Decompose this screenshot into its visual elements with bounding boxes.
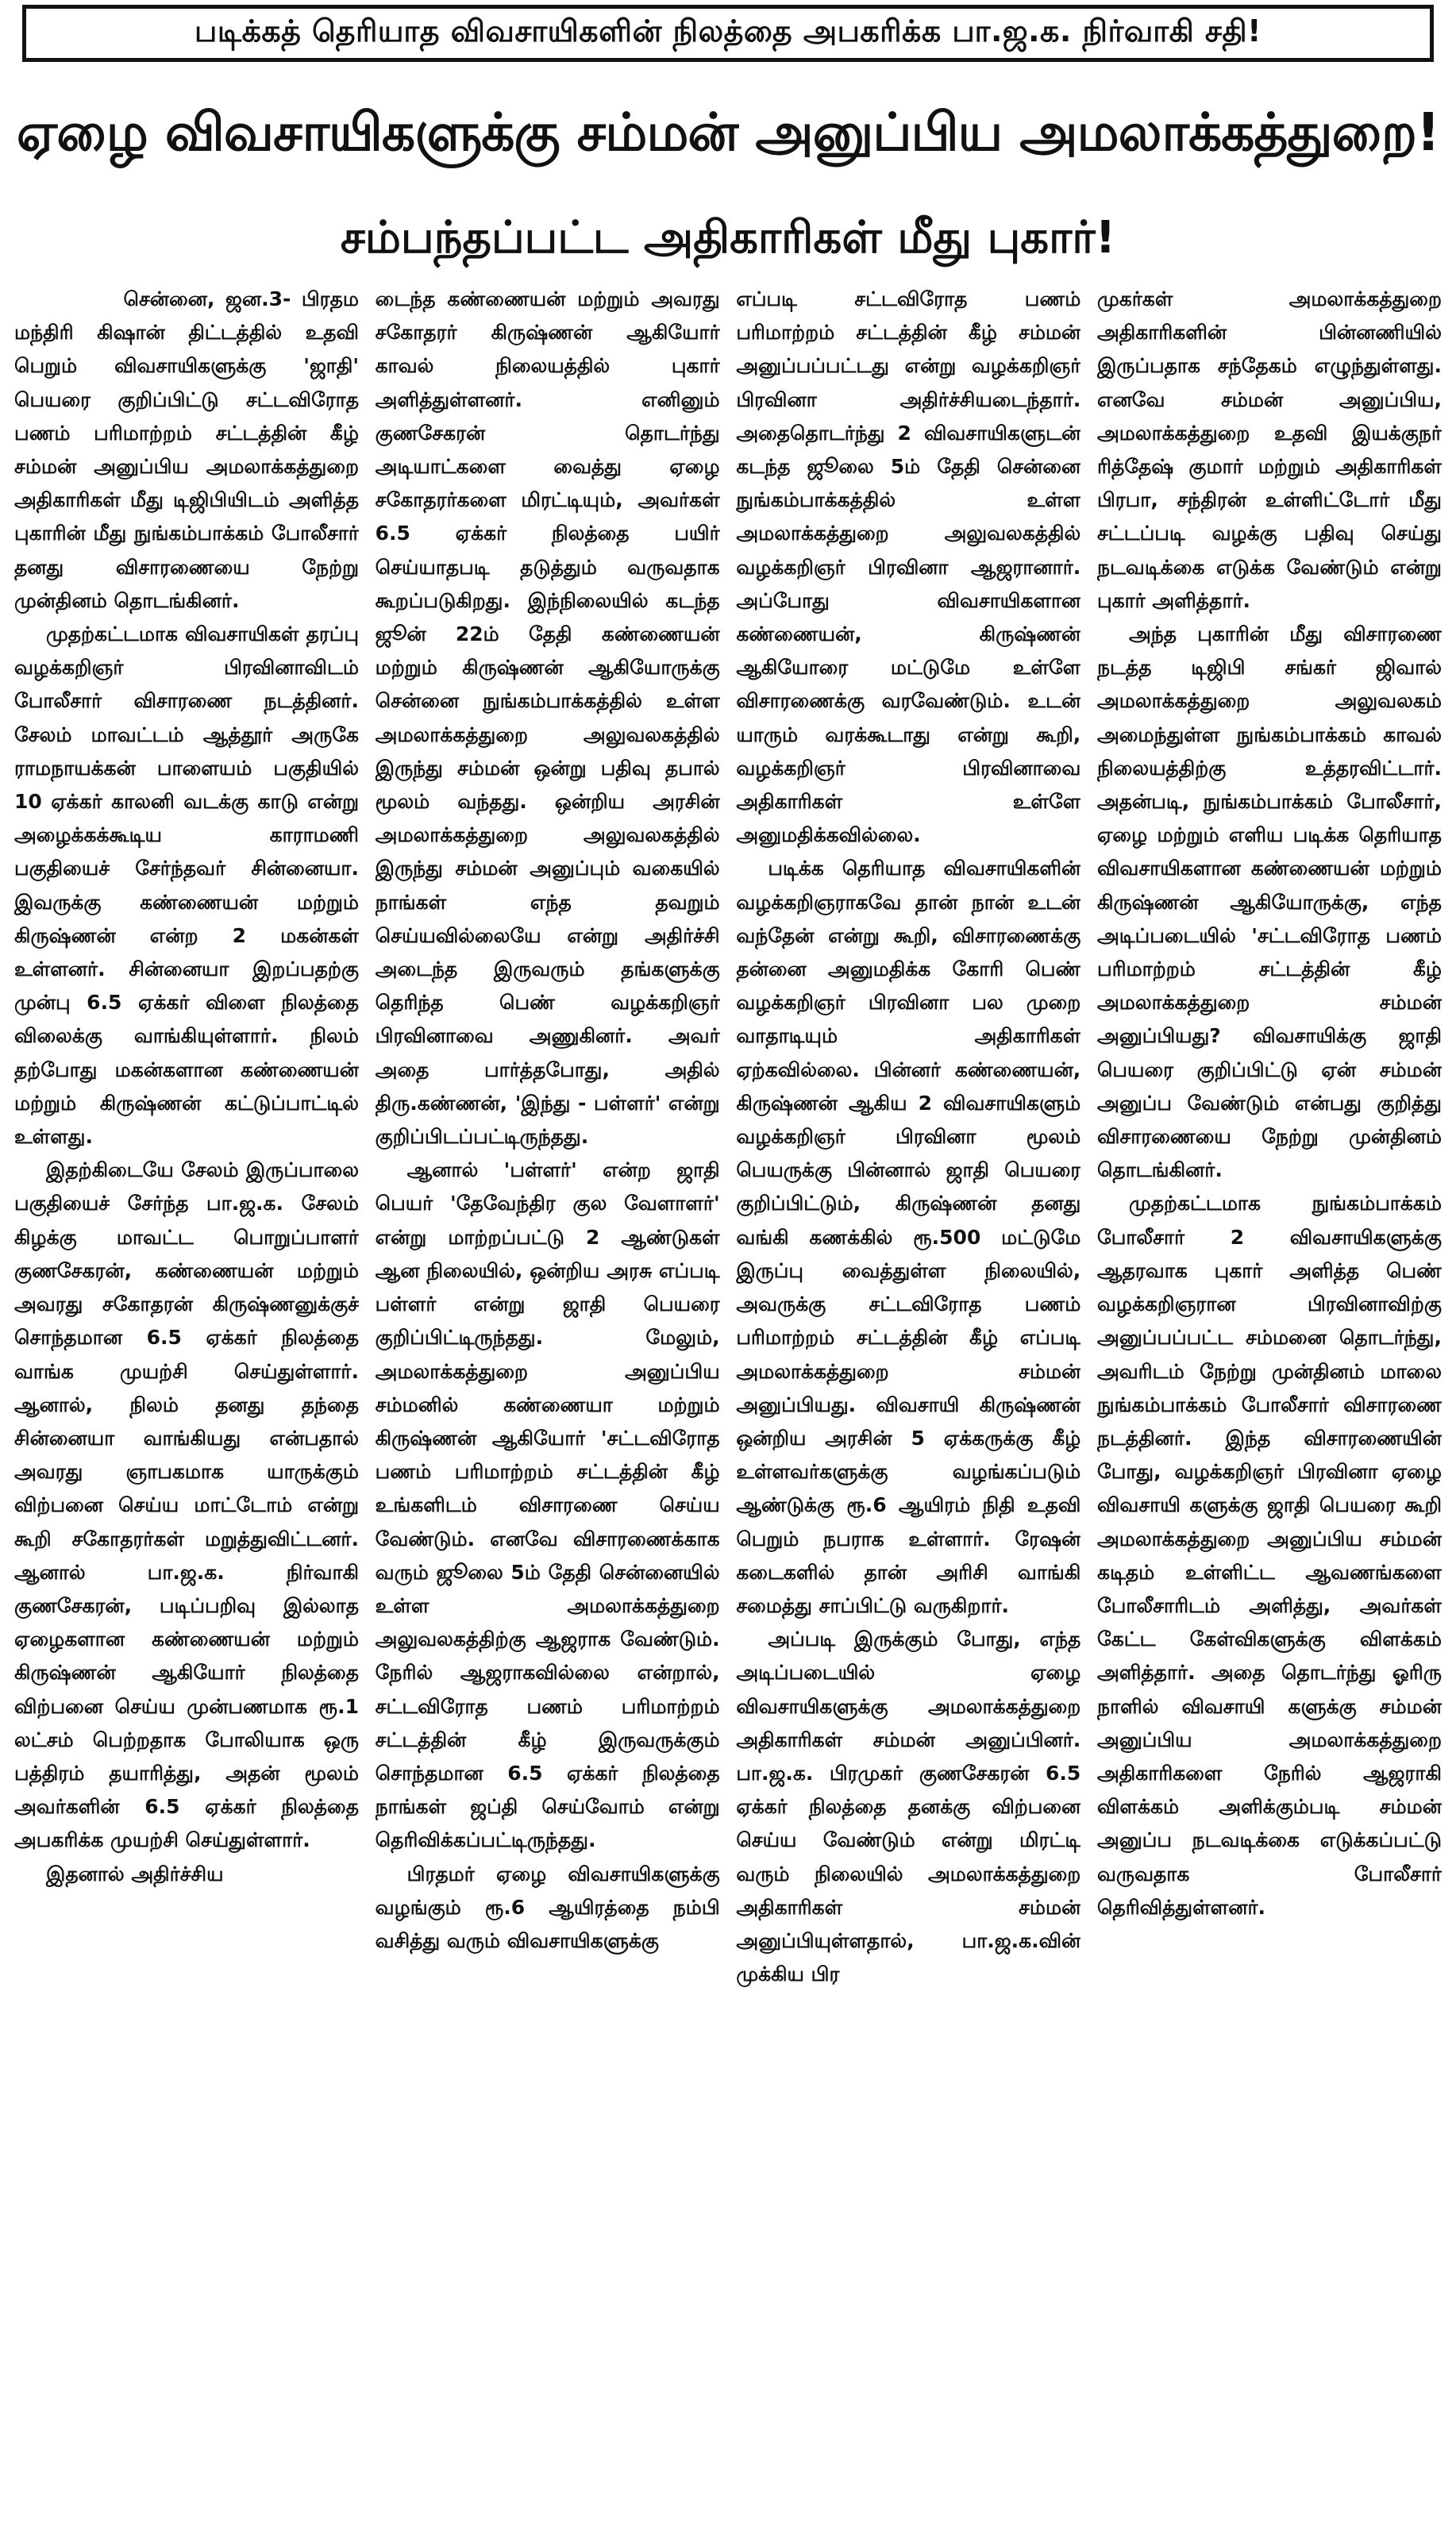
paragraph: முதற்கட்டமாக விவசாயிகள் தரப்பு வழக்கறிஞர் பிரவினாவிடம் போலீசார் விசாரணை நடத்தினர். சேலம் மாவட்டம் ஆத்தூர் அருகே ராமநாயக்கன் பாளையம் பகுதியில் 10 ஏக்கர் காலனி வடக்கு காடு என்று அழைக்கக்கூடிய காராமணி பகுதியைச் சேர்ந்தவர் சின்னையா. இவருக்கு கண்ணையன் மற்றும் கிருஷ்ணன் என்ற 2 மகன்கள் உள்ளனர். சின்னையா இறப்பதற்கு முன்பு 6.5 ஏக்கர் விளை நிலத்தை விலைக்கு வாங்கியுள்ளார். நிலம் தற்போது மகன்களான கண்ணையன் மற்றும் கிருஷ்ணன் கட்டுப்பாட்டில் உள்ளது.	[14, 622, 359, 1149]
paragraph: இதனால் அதிர்ச்சிய	[46, 1862, 224, 1886]
article-body	[14, 283, 1442, 2515]
paragraph: அந்த புகாரின் மீது விசாரணை நடத்த டிஜிபி சங்கர் ஜிவால் அமலாக்கத்துறை அலுவலகம் அமைந்துள்ள நுங்கம்பாக்கம் காவல் நிலையத்திற்கு உத்தரவிட்டார். அதன்படி, நுங்கம்பாக்கம் போலீசார், ஏழை மற்றும் எளிய படிக்க தெரியாத விவசாயிகளான கண்ணையன் மற்றும் கிருஷ்ணன் ஆகியோருக்கு, எந்த அடிப்படையில் 'சட்டவிரோத பணம் பரிமாற்றம் சட்டத்தின் கீழ் அமலாக்கத்துறை சம்மன் அனுப்பியது? விவசாயிக்கு ஜாதி பெயரை குறிப்பிட்டு ஏன் சம்மன் அனுப்ப வேண்டும் என்பது குறித்து விசாரணையை நேற்று முன்தினம் தொடங்கினர்.	[1096, 622, 1442, 1182]
paragraph: சென்னை, ஜன.3- பிரதம மந்திரி கிஷான் திட்டத்தில் உதவி பெறும் விவசாயிகளுக்கு 'ஜாதி' பெயரை குறிப்பிட்டு சட்டவிரோத பணம் பரிமாற்றம் சட்டத்தின் கீழ் சம்மன் அனுப்பிய அமலாக்கத்துறை அதிகாரிகள் மீது டிஜிபியிடம் அளித்த புகாரின் மீது நுங்கம்பாக்கம் போலீசார் தனது விசாரணையை நேற்று முன்தினம் தொடங்கினர்.	[14, 287, 359, 612]
paragraph: படிக்க தெரியாத விவசாயிகளின் வழக்கறிஞராகவே தான் நான் உடன் வந்தேன் என்று கூறி, விசாரணைக்கு தன்னை அனுமதிக்க கோரி பெண் வழக்கறிஞர் பிரவினா பல முறை வாதாடியும் அதிகாரிகள் ஏற்கவில்லை. பின்னர் கண்ணையன், கிருஷ்ணன் ஆகிய 2 விவசாயிகளும் வழக்கறிஞர் பிரவினா மூலம் பெயருக்கு பின்னால் ஜாதி பெயரை குறிப்பிட்டும், கிருஷ்ணன் தனது வங்கி கணக்கில் ரூ.500 மட்டுமே இருப்பு வைத்துள்ள நிலையில், அவருக்கு சட்டவிரோத பணம் பரிமாற்றம் சட்டத்தின் கீழ் எப்படி அமலாக்கத்துறை சம்மன் அனுப்பியது. விவசாயி கிருஷ்ணன் ஒன்றிய அரசின் 5 ஏக்கருக்கு கீழ் உள்ளவர்களுக்கு வழங்கப்படும் ஆண்டுக்கு ரூ.6 ஆயிரம் நிதி உதவி பெறும் நபராக உள்ளார். ரேஷன் கடைகளில் தான் அரிசி வாங்கி சமைத்து சாப்பிட்டு வருகிறார்.	[736, 857, 1081, 1617]
paragraph: இதற்கிடையே சேலம் இருப்பாலை பகுதியைச் சேர்ந்த பா.ஜ.க. சேலம் கிழக்கு மாவட்ட பொறுப்பாளர் குணசேகரன், கண்ணையன் மற்றும் அவரது சகோதரன் கிருஷ்ணனுக்குச் சொந்தமான 6.5 ஏக்கர் நிலத்தை வாங்க முயற்சி செய்துள்ளார். ஆனால், நிலம் தனது தந்தை சின்னையா வாங்கியது என்பதால் அவரது ஞாபகமாக யாருக்கும் விற்பனை செய்ய மாட்டோம் என்று கூறி சகோதரர்கள் மறுத்துவிட்டனர். ஆனால் பா.ஜ.க. நிர்வாகி குணசேகரன், படிப்பறிவு இல்லாத ஏழைகளான கண்ணையன் மற்றும் கிருஷ்ணன் ஆகியோர் நிலத்தை விற்பனை செய்ய முன்பணமாக ரூ.1 லட்சம் பெற்றதாக போலியாக ஒரு பத்திரம் தயாரித்து, அதன் மூலம் அவர்களின் 6.5 ஏக்கர் நிலத்தை அபகரிக்க முயற்சி செய்துள்ளார்.	[14, 1158, 359, 1852]
paragraph: ஆனால் 'பள்ளர்' என்ற ஜாதி பெயர் 'தேவேந்திர குல வேளாளர்' என்று மாற்றப்பட்டு 2 ஆண்டுகள் ஆன நிலையில், ஒன்றிய அரசு எப்படி பள்ளர் என்று ஜாதி பெயரை குறிப்பிட்டிருந்தது. மேலும், அமலாக்கத்துறை அனுப்பிய சம்மனில் கண்ணையா மற்றும் கிருஷ்ணன் ஆகியோர் 'சட்டவிரோத பணம் பரிமாற்றம் சட்டத்தின் கீழ் உங்களிடம் விசாரணை செய்ய வேண்டும். எனவே விசாரணைக்காக வரும் ஜூலை 5ம் தேதி சென்னையில் உள்ள அமலாக்கத்துறை அலுவலகத்திற்கு ஆஜராக வேண்டும். நேரில் ஆஜராகவில்லை என்றால், சட்டவிரோத பணம் பரிமாற்றம் சட்டத்தின் கீழ் இருவருக்கும் சொந்தமான 6.5 ஏக்கர் நிலத்தை நாங்கள் ஜப்தி செய்வோம் என்று தெரிவிக்கப்பட்டிருந்தது.	[375, 1158, 720, 1852]
paragraph: எப்படி சட்டவிரோத பணம் பரிமாற்றம் சட்டத்தின் கீழ் சம்மன் அனுப்பப்பட்டது என்று வழக்கறிஞர் பிரவினா அதிர்ச்சியடைந்தார். அதைதொடர்ந்து 2 விவசாயிகளுடன் கடந்த ஜூலை 5ம் தேதி சென்னை நுங்கம்பாக்கத்தில் உள்ள அமலாக்கத்துறை அலுவலகத்தில் வழக்கறிஞர் பிரவினா ஆஜரானார். அப்போது விவசாயிகளான கண்ணையன், கிருஷ்ணன் ஆகியோரை மட்டுமே உள்ளே விசாரணைக்கு வரவேண்டும். உடன் யாரும் வரக்கூடாது என்று கூறி, வழக்கறிஞர் பிரவினாவை அதிகாரிகள் உள்ளே அனுமதிக்கவில்லை.	[736, 287, 1081, 847]
article-column-3	[736, 283, 1080, 2515]
paragraph: பிரதமர் ஏழை விவசாயிகளுக்கு வழங்கும் ரூ.6 ஆயிரத்தை நம்பி வசித்து வரும் விவசாயிகளுக்கு	[375, 1862, 720, 1952]
sub-headline: சம்பந்தப்பட்ட அதிகாரிகள் மீது புகார்!	[340, 212, 1116, 264]
article-column-1	[14, 283, 359, 2515]
paragraph: அப்படி இருக்கும் போது, எந்த அடிப்படையில் ஏழை விவசாயிகளுக்கு அமலாக்கத்துறை அதிகாரிகள் சம்மன் அனுப்பினர். பா.ஜ.க. பிரமுகர் குணசேகரன் 6.5 ஏக்கர் நிலத்தை தனக்கு விற்பனை செய்ய வேண்டும் என்று மிரட்டி வரும் நிலையில் அமலாக்கத்துறை அதிகாரிகள் சம்மன் அனுப்பியுள்ளதால், பா.ஜ.க.வின் முக்கிய பிர	[736, 1627, 1081, 1986]
article-column-4	[1097, 283, 1442, 2515]
paragraph: முகர்கள் அமலாக்கத்துறை அதிகாரிகளின் பின்னணியில் இருப்பதாக சந்தேகம் எழுந்துள்ளது. எனவே சம்மன் அனுப்பிய, அமலாக்கத்துறை உதவி இயக்குநர் ரித்தேஷ் குமார் மற்றும் அதிகாரிகள் பிரபா, சந்திரன் உள்ளிட்டோர் மீது சட்டப்படி வழக்கு பதிவு செய்து நடவடிக்கை எடுக்க வேண்டும் என்று புகார் அளித்தார்.	[1096, 287, 1442, 612]
kicker-headline: படிக்கத் தெரியாத விவசாயிகளின் நிலத்தை அபகரிக்க பா.ஜ.க. நிர்வாகி சதி!	[22, 5, 1434, 62]
paragraph: முதற்கட்டமாக நுங்கம்பாக்கம் போலீசார் 2 விவசாயிகளுக்கு ஆதரவாக புகார் அளித்த பெண் வழக்கறிஞரான பிரவினாவிற்கு அனுப்பப்பட்ட சம்மனை தொடர்ந்து, அவரிடம் நேற்று முன்தினம் மாலை நுங்கம்பாக்கம் போலீசார் விசாரணை நடத்தினர். இந்த விசாரணையின் போது, வழக்கறிஞர் பிரவினா ஏழை விவசாயி களுக்கு ஜாதி பெயரை கூறி அமலாக்கத்துறை அனுப்பிய சம்மன் கடிதம் உள்ளிட்ட ஆவணங்களை போலீசாரிடம் அளித்து, அவர்கள் கேட்ட கேள்விகளுக்கு விளக்கம் அளித்தார். அதை தொடர்ந்து ஓரிரு நாளில் விவசாயி களுக்கு சம்மன் அனுப்பிய அமலாக்கத்துறை அதிகாரிகளை நேரில் ஆஜராகி விளக்கம் அளிக்கும்படி சம்மன் அனுப்ப நடவடிக்கை எடுக்கப்பட்டு வருவதாக போலீசார் தெரிவித்துள்ளனர்.	[1096, 1192, 1442, 1919]
paragraph: டைந்த கண்ணையன் மற்றும் அவரது சகோதரர் கிருஷ்ணன் ஆகியோர் காவல் நிலையத்தில் புகார் அளித்துள்ளனர். எனினும் குணசேகரன் தொடர்ந்து அடியாட்களை வைத்து ஏழை சகோதரர்களை மிரட்டியும், அவர்கள் 6.5 ஏக்கர் நிலத்தை பயிர் செய்யாதபடி தடுத்தும் வருவதாக கூறப்படுகிறது. இந்நிலையில் கடந்த ஜூன் 22ம் தேதி கண்ணையன் மற்றும் கிருஷ்ணன் ஆகியோருக்கு சென்னை நுங்கம்பாக்கத்தில் உள்ள அமலாக்கத்துறை அலுவலகத்தில் இருந்து சம்மன் ஒன்று பதிவு தபால் மூலம் வந்தது. ஒன்றிய அரசின் அமலாக்கத்துறை அலுவலகத்தில் இருந்து சம்மன் அனுப்பும் வகையில் நாங்கள் எந்த தவறும் செய்யவில்லையே என்று அதிர்ச்சி அடைந்த இருவரும் தங்களுக்கு தெரிந்த பெண் வழக்கறிஞர் பிரவினாவை அணுகினர். அவர் அதை பார்த்தபோது, அதில் திரு.கண்ணன், 'இந்து - பள்ளர்' என்று குறிப்பிடப்பட்டிருந்தது.	[375, 287, 720, 1149]
article-column-2	[376, 283, 720, 2515]
main-headline: ஏழை விவசாயிகளுக்கு சம்மன் அனுப்பிய அமலாக்கத்துறை!	[16, 102, 1440, 163]
